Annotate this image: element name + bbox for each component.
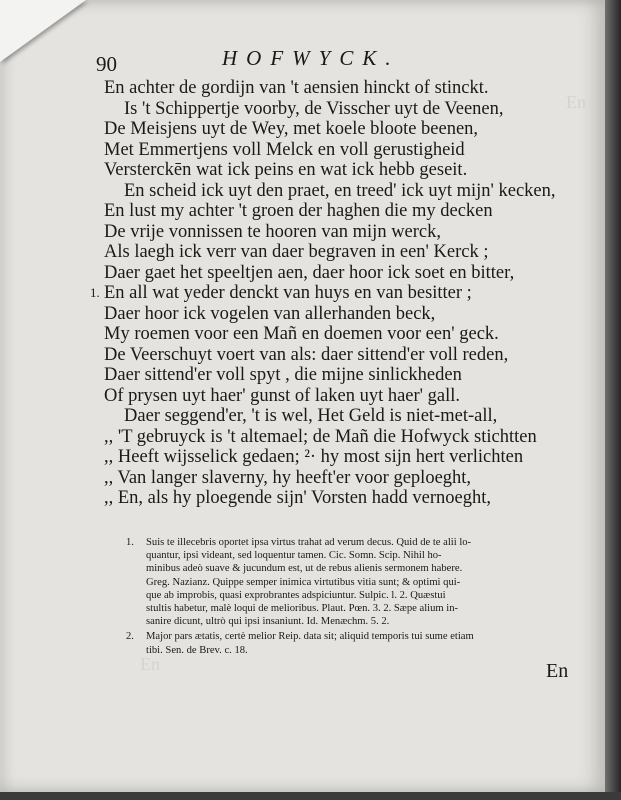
page-number: 90 (96, 52, 117, 76)
poem-line-text: Als laegh ick verr van daer begraven in een' Kerck ; (104, 242, 489, 262)
poem-line (104, 242, 574, 263)
poem-line-text: ,, Van langer slaverny, hy heeft'er voor geploeght, (104, 467, 472, 488)
poem-line-text: De Meisjens uyt de Wey, met koele bloote beenen, (104, 119, 479, 139)
poem-line (90, 283, 574, 304)
footnote-line (146, 602, 542, 615)
footnote-line (146, 562, 542, 575)
poem-line (104, 365, 574, 386)
footnote-text: Major pars ætatis, certè melior Reip. data sit; aliquid temporis tui sume etiam (146, 631, 474, 643)
poem-line-text: My roemen voor een Mañ en doemen voor een' geck. (104, 324, 499, 344)
poem-line-text: Daer sittend'er voll spyt , die mijne sinlickheden (104, 365, 462, 385)
footnote-line (126, 536, 542, 549)
poem-line-text: ,, Heeft wijsselick gedaen; ²· hy most sijn hert verlichten (104, 447, 524, 467)
poem-line-text: En scheid ick uyt den praet, en treed' ick uyt mijn' kecken, (124, 180, 556, 201)
book-gutter (605, 0, 621, 800)
poem-line-text: En all wat yeder denckt van huys en van besitter ; (104, 283, 472, 303)
footnote (126, 536, 542, 628)
poem-text (90, 78, 574, 509)
poem-line-text: Versterckēn wat ick peins en wat ick hebb geseit. (104, 160, 468, 180)
folded-corner (0, 0, 86, 62)
poem-line (104, 406, 574, 427)
poem-line (104, 468, 574, 489)
poem-line-text: Daer hoor ick vogelen van allerhanden beck, (104, 303, 436, 324)
poem-line (104, 447, 574, 468)
footnote-line (146, 644, 542, 657)
poem-line (104, 140, 574, 161)
footnote (126, 630, 542, 656)
poem-line (104, 324, 574, 345)
poem-line (104, 488, 574, 509)
poem-line (104, 386, 574, 407)
footnote-line (146, 549, 542, 562)
poem-line-text: Daer seggend'er, 't is wel, Het Geld is niet-met-all, (124, 406, 498, 426)
poem-line-text: Of prysen uyt haer' gunst of laken uyt haer' gall. (104, 385, 461, 406)
poem-line (104, 263, 574, 284)
footnote-line (146, 615, 542, 628)
poem-line (104, 119, 574, 140)
poem-line-text: En achter de gordijn van 't aensien hinckt of stinckt. (104, 78, 489, 98)
footnote-text: minibus adeò suave & jucundum est, ut de rebus alienis sermonem habere. (146, 563, 463, 575)
poem-line (104, 304, 574, 325)
poem-line-text: ,, En, als hy ploegende sijn' Vorsten hadd vernoeght, (104, 488, 491, 508)
footnote-line (126, 630, 542, 643)
poem-line-text: De Veerschuyt voert van als: daer sittend'er voll reden, (104, 344, 509, 365)
footnote-label: 1. (126, 537, 134, 548)
footnote-text: stultis habetur, malè loqui de melioribus. Plaut. Pœn. 3. 2. Sæpe alium in- (146, 603, 459, 615)
poem-line (104, 99, 574, 120)
poem-line-text: Is 't Schippertje voorby, de Visscher uyt de Veenen, (124, 98, 504, 119)
footnotes (126, 536, 542, 657)
poem-line-text: ,, 'T gebruyck is 't altemael; de Mañ die Hofwyck stichtten (104, 426, 537, 447)
poem-line-text: Met Emmertjens voll Melck en voll gerustigheid (104, 139, 465, 160)
poem-line (104, 181, 574, 202)
page-bottom-edge (0, 792, 621, 800)
poem-line-text: En lust my achter 't groen der haghen die my decken (104, 201, 493, 221)
footnote-line (146, 576, 542, 589)
footnote-text: sanire dicunt, ultrò qui ipsi insaniunt. Id. Menæchm. 5. 2. (146, 616, 390, 628)
poem-line (104, 78, 574, 99)
bleed-through-text: En (140, 654, 160, 674)
catchword: En (546, 660, 569, 682)
poem-line (104, 222, 574, 243)
poem-line (104, 427, 574, 448)
footnote-label: 2. (126, 631, 134, 643)
footnote-text: quantur, ipsi videant, sed loquentur tamen. Cic. Somn. Scip. Nihil ho- (146, 550, 442, 562)
poem-line (104, 201, 574, 222)
margin-note-marker: 1. (90, 285, 100, 300)
poem-line-text: De vrije vonnissen te hooren van mijn werck, (104, 221, 442, 242)
poem-line-text: Daer gaet het speeltjen aen, daer hoor ick soet en bitter, (104, 262, 515, 283)
footnote-text: Greg. Nazianz. Quippe semper inimica virtutibus vitia sunt; & optimi qui- (146, 576, 461, 588)
footnote-line (146, 589, 542, 602)
footnote-text: tibi. Sen. de Brev. c. 18. (146, 644, 248, 656)
bleed-through-text: En (566, 92, 586, 112)
footnote-text: que ab improbis, quasi exprobrantes adspiciuntur. Sulpic. l. 2. Quæstui (146, 589, 446, 601)
poem-line (104, 345, 574, 366)
running-head: HOFWYCK. (222, 46, 400, 70)
poem-line (104, 160, 574, 181)
footnote-text: Suis te illecebris oportet ipsa virtus trahat ad verum decus. Quid de te alii lo- (146, 537, 472, 548)
